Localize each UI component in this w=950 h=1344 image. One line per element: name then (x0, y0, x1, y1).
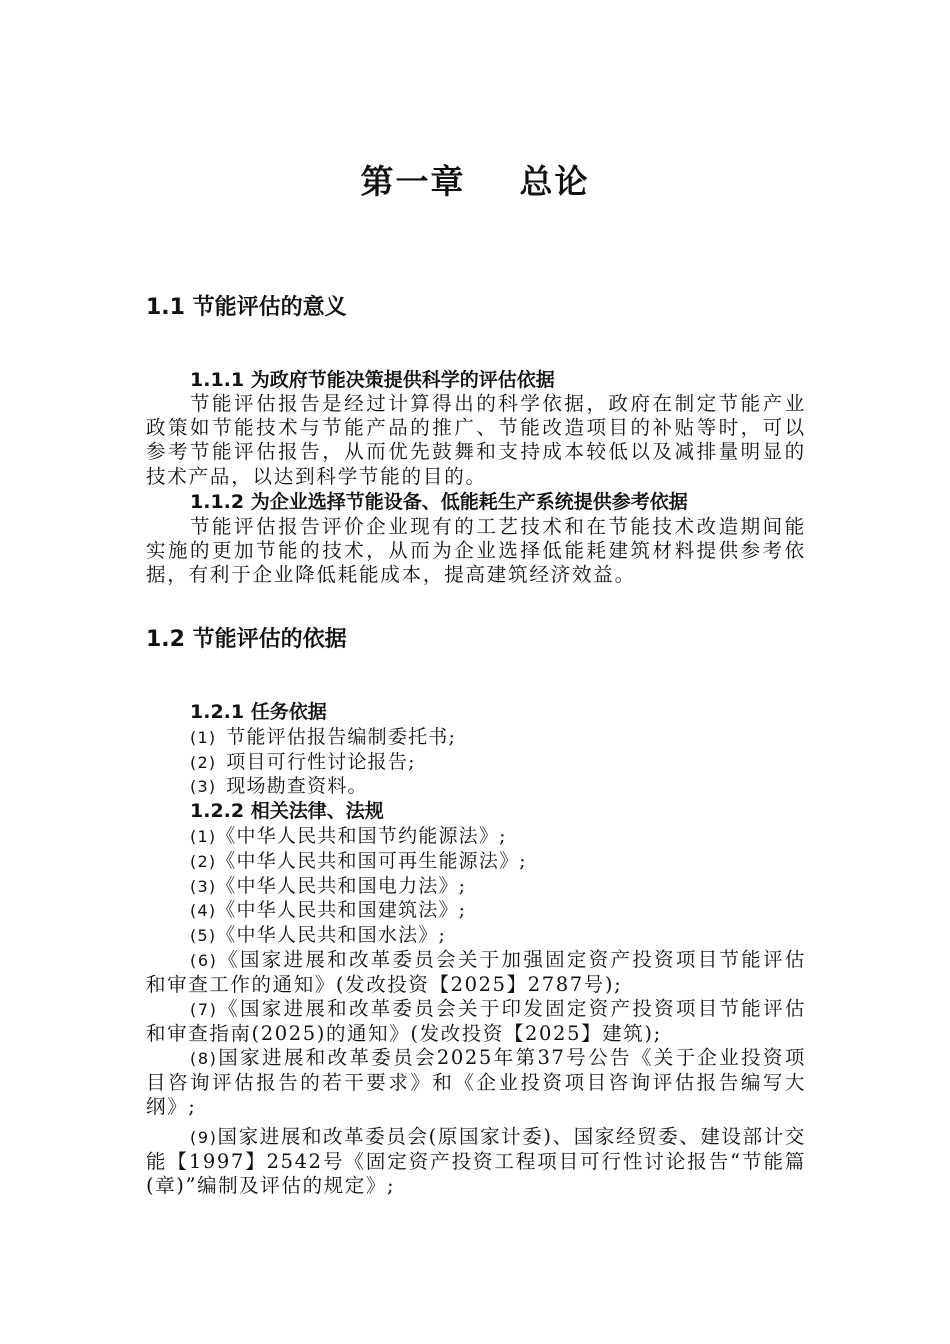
list-item (190, 923, 446, 948)
list-item-number: (7) (190, 1000, 218, 1019)
list-item-text: 《中华人民共和国电力法》; (216, 875, 467, 897)
list-item (190, 824, 507, 849)
list-item-text: 《中华人民共和国水法》; (216, 924, 447, 946)
paragraph-1-1-1: 节能评估报告是经过计算得出的科学依据，政府在制定节能产业政策如节能技术与节能产品的推广、节能改造项目的补贴等时，可以参考节能评估报告，从而优先鼓舞和支持成本较低以及减排量明显的技术产品，以达到科学节能的目的。 (146, 392, 806, 488)
subsection-heading-1-2-1: 1.2.1 任务依据 (190, 701, 327, 723)
subsection-heading-1-1-2: 1.1.2 为企业选择节能设备、低能耗生产系统提供参考依据 (190, 491, 688, 513)
list-item-number: (4) (190, 901, 217, 920)
paragraph-1-1-2: 节能评估报告评价企业现有的工艺技术和在节能技术改造期间能实施的更加节能的技术，从而为企业选择低能耗建筑材料提供参考依据，有利于企业降低耗能成本，提高建筑经济效益。 (146, 515, 806, 587)
list-item-number: (2) (190, 852, 217, 871)
chapter-title: 第一章 总论 (360, 162, 590, 201)
list-item (190, 849, 527, 874)
list-item (190, 774, 368, 799)
list-item-long (146, 997, 806, 1046)
list-item-number: (3) (190, 777, 217, 796)
list-item-number: (1) (190, 728, 217, 747)
list-item-number: (1) (190, 827, 217, 846)
list-item-number: (3) (190, 877, 217, 896)
list-item (190, 750, 416, 775)
list-item (190, 898, 466, 923)
subsection-heading-1-2-2: 1.2.2 相关法律、法规 (190, 800, 384, 822)
list-item-long (146, 1046, 806, 1120)
list-item-text: 国家进展和改革委员会2025年第37号公告《关于企业投资项目咨询评估报告的若干要求》和《企业投资项目咨询评估报告编写大纲》; (146, 1046, 806, 1119)
list-item-text: 项目可行性讨论报告; (226, 751, 416, 773)
list-item-number: (9) (190, 1128, 218, 1147)
list-item (190, 874, 466, 899)
subsection-heading-1-1-1: 1.1.1 为政府节能决策提供科学的评估依据 (190, 369, 555, 391)
list-item-text: 《国家进展和改革委员会关于加强固定资产投资项目节能评估和审查工作的通知》(发改投资【2025】2787号); (146, 948, 806, 997)
list-item-text: 节能评估报告编制委托书; (226, 726, 457, 748)
list-item-text: 《中华人民共和国可再生能源法》; (216, 850, 527, 872)
list-item-text: 《中华人民共和国节约能源法》; (216, 825, 507, 847)
list-item-text: 国家进展和改革委员会(原国家计委)、国家经贸委、建设部计交能【1997】2542号《固定资产投资工程项目可行性讨论报告“节能篇(章)”编制及评估的规定》; (146, 1125, 806, 1198)
section-heading-1-1: 1.1 节能评估的意义 (146, 295, 347, 320)
section-heading-1-2: 1.2 节能评估的依据 (146, 627, 347, 652)
list-item-number: (8) (190, 1049, 218, 1068)
list-item-long (146, 948, 806, 997)
list-item-text: 《国家进展和改革委员会关于印发固定资产投资项目节能评估和审查指南(2025)的通知》(发改投资【2025】建筑); (146, 997, 806, 1046)
list-item-text: 《中华人民共和国建筑法》; (216, 899, 467, 921)
list-item-long (146, 1125, 806, 1199)
list-item-number: (6) (190, 951, 218, 970)
list-item-text: 现场勘查资料。 (226, 775, 368, 797)
list-item (190, 725, 456, 750)
list-item-number: (5) (190, 926, 217, 945)
list-item-number: (2) (190, 753, 217, 772)
